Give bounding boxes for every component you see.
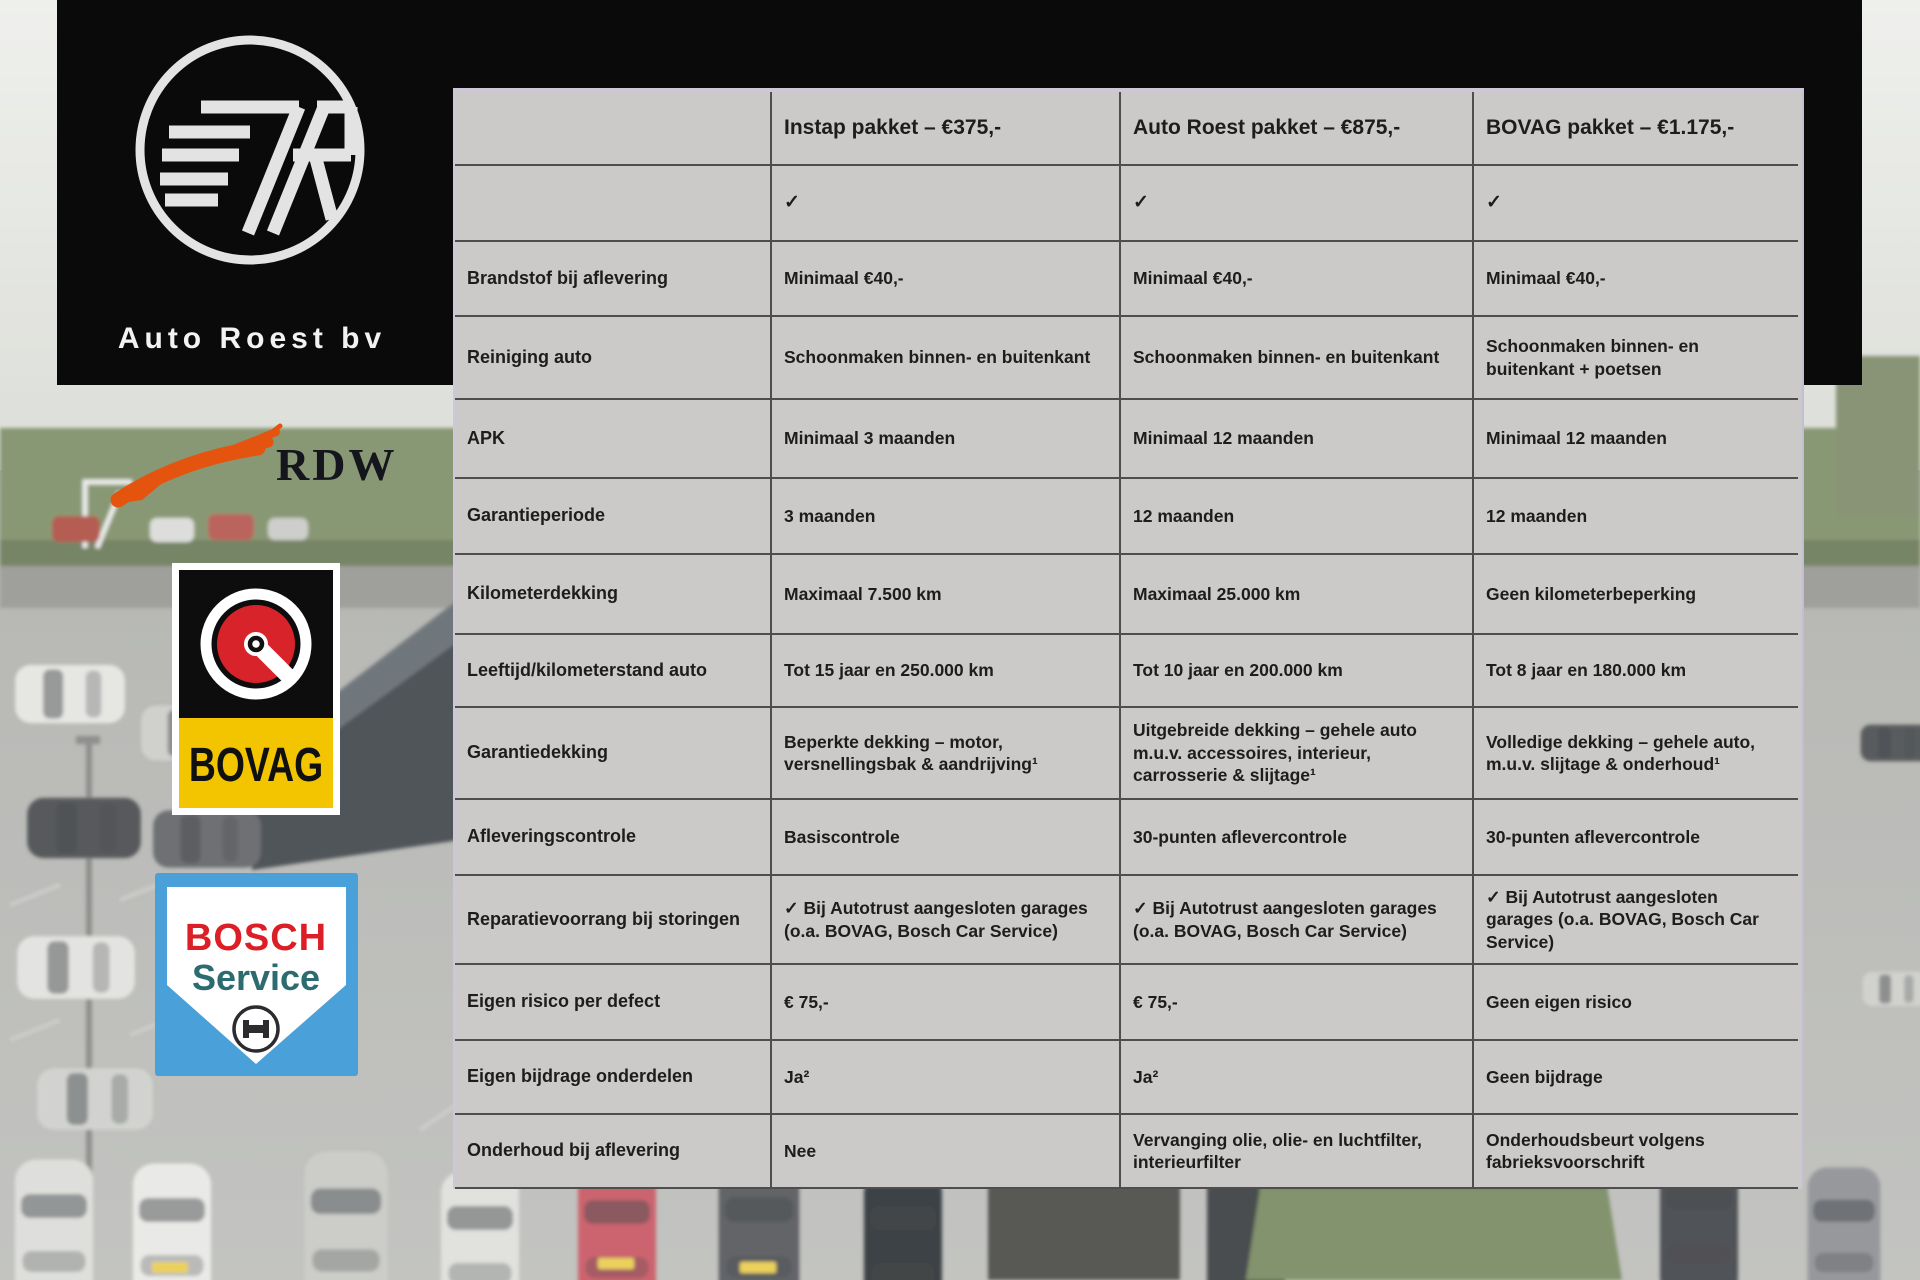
rdw-wing-icon [118,426,280,500]
bovag-wordmark: BOVAG [188,738,324,793]
table-cell: 3 maanden [772,479,1121,555]
table-cell: Onderhoudsbeurt volgens fabrieksvoorschrift [1474,1115,1798,1189]
bovag-logo [172,563,340,815]
table-cell: Ja² [1121,1041,1474,1115]
table-cell: Beperkte dekking – motor, versnellingsbak & aandrijving¹ [772,708,1121,800]
table-cell: Tot 15 jaar en 250.000 km [772,635,1121,708]
row-label: Eigen risico per defect [455,965,772,1041]
table-cell: Minimaal 12 maanden [1121,400,1474,479]
row-label: Brandstof bij aflevering [455,242,772,317]
table-cell: € 75,- [772,965,1121,1041]
table-cell: Volledige dekking – gehele auto, m.u.v. slijtage & onderhoud¹ [1474,708,1798,800]
included-checkmark-cell: ✓ [1474,166,1798,242]
table-cell: Nee [772,1115,1121,1189]
table-cell: 30-punten aflevercontrole [1121,800,1474,876]
rdw-wordmark: RDW [276,439,398,490]
row-label: Garantiedekking [455,708,772,800]
table-cell: Geen kilometerbeperking [1474,555,1798,635]
bosch-service-logo [155,873,358,1076]
table-cell: Ja² [772,1041,1121,1115]
table-cell: ✓ Bij Autotrust aangesloten garages (o.a. BOVAG, Bosch Car Service) [1121,876,1474,965]
included-checkmark-cell: ✓ [1121,166,1474,242]
column-header: BOVAG pakket – €1.175,- [1474,92,1798,166]
row-label: Kilometerdekking [455,555,772,635]
rdw-logo [108,418,403,518]
table-cell: Basiscontrole [772,800,1121,876]
table-cell: Geen bijdrage [1474,1041,1798,1115]
package-comparison-table [453,88,1804,1189]
table-cell: Schoonmaken binnen- en buitenkant [1121,317,1474,400]
table-cell: 30-punten aflevercontrole [1474,800,1798,876]
row-label: APK [455,400,772,479]
table-cell: Tot 8 jaar en 180.000 km [1474,635,1798,708]
table-cell: 12 maanden [1121,479,1474,555]
bosch-armature-icon [234,1007,278,1051]
table-cell: Schoonmaken binnen- en buitenkant + poetsen [1474,317,1798,400]
table-cell: Maximaal 25.000 km [1121,555,1474,635]
row-label: Reiniging auto [455,317,772,400]
table-cell: ✓ Bij Autotrust aangesloten garages (o.a. BOVAG, Bosch Car Service) [772,876,1121,965]
row-label: Eigen bijdrage onderdelen [455,1041,772,1115]
row-label: Onderhoud bij aflevering [455,1115,772,1189]
bosch-wordmark: BOSCH [184,917,328,959]
row-label: Reparatievoorrang bij storingen [455,876,772,965]
table-cell: € 75,- [1121,965,1474,1041]
corner-cell [455,92,772,166]
row-label: Afleveringscontrole [455,800,772,876]
table-cell: Uitgebreide dekking – gehele auto m.u.v. accessoires, interieur, carrosserie & slijtage¹ [1121,708,1474,800]
table-cell: Geen eigen risico [1474,965,1798,1041]
table-cell: Minimaal €40,- [1474,242,1798,317]
auto-roest-logo-icon [118,16,382,286]
column-header: Auto Roest pakket – €875,- [1121,92,1474,166]
table-cell: Minimaal 3 maanden [772,400,1121,479]
table-cell: Schoonmaken binnen- en buitenkant [772,317,1121,400]
table-cell: Minimaal €40,- [772,242,1121,317]
table-cell: Tot 10 jaar en 200.000 km [1121,635,1474,708]
table-cell: 12 maanden [1474,479,1798,555]
bosch-service-wordmark: Service [191,957,321,998]
table-cell: ✓ Bij Autotrust aangesloten garages (o.a. BOVAG, Bosch Car Service) [1474,876,1798,965]
column-header: Instap pakket – €375,- [772,92,1121,166]
table-cell: Vervanging olie, olie- en luchtfilter, interieurfilter [1121,1115,1474,1189]
brand-wordmark: Auto Roest bv [117,322,387,355]
included-checkmark-cell: ✓ [772,166,1121,242]
row-label: Garantieperiode [455,479,772,555]
table-cell: Minimaal €40,- [1121,242,1474,317]
table-cell: Minimaal 12 maanden [1474,400,1798,479]
row-label: Leeftijd/kilometerstand auto [455,635,772,708]
row-label [455,166,772,242]
table-cell: Maximaal 7.500 km [772,555,1121,635]
